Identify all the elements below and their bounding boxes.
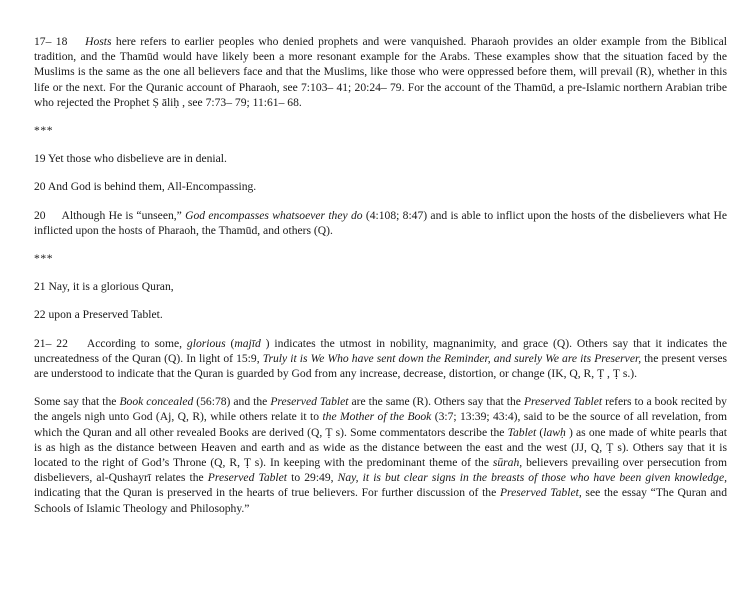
italic-run: Nay, it is but clear signs in the breasts of those who have been given knowledge, <box>337 471 728 485</box>
italic-run: Preserved Tablet <box>523 395 603 409</box>
verse-21 <box>34 279 727 294</box>
italic-run: Hosts <box>85 35 112 48</box>
italic-run: Tablet <box>507 425 537 439</box>
text-run: see the essay “The Quran and Schools of Islamic Theology and Philosophy.” <box>34 486 727 515</box>
text-run: the present verses are understood to indicate that the Quran is guarded by God from any increase, decrease, distortion, or change (IK, Q, R, Ṭ , Ṭ s.). <box>34 351 727 381</box>
italic-run: Preserved Tablet <box>270 395 349 409</box>
italic-run: glorious <box>186 336 226 350</box>
text-run: 20 And God is behind them, All-Encompassing. <box>34 180 257 194</box>
verse-number: 20 <box>34 208 46 222</box>
text-run: ) indicates the utmost in nobility, magnanimity, and grace (Q). Others say that it indicates the uncreatedness of the Quran (Q). In light of 15:9, <box>34 336 727 365</box>
separator-1: *** <box>34 124 54 138</box>
italic-run: majīd <box>234 336 261 350</box>
commentary-21-22 <box>34 336 727 382</box>
text-run: (4:108; 8:47) and is able to inflict upon the hosts of the disbelievers what He inflicted upon the hosts of Pharaoh, the Thamūd, and others (Q). <box>34 208 727 237</box>
text-run: (56:78) and the <box>193 395 271 409</box>
number-gap <box>67 35 85 48</box>
text-run: to 29:49, <box>287 471 338 485</box>
commentary-20 <box>34 208 727 238</box>
text-run: ) as one made of white pearls that is as high as the distance between Heaven and earth and as wide as the distance between the east and the west (JJ, Q, Ṭ s). Others say that it is located to the right of God’s Throne (Q, R, Ṭ s). In keeping with the predominant theme of the <box>34 425 727 470</box>
verse-number: 17– 18 <box>34 35 68 48</box>
text-run: Although He is “unseen,” <box>61 208 186 222</box>
text-run: refers to a book recited by the angels nigh unto God (Aj, Q, R), while others relate it to <box>34 395 727 424</box>
italic-run: the Mother of the Book <box>322 410 432 424</box>
verse-number: 21– 22 <box>34 336 68 350</box>
text-run: here refers to earlier peoples who denied prophets and were vanquished. Pharaoh provides an older example from the Biblical tradition, and the Thamūd would have likely been a more resonant example for the Arabs. These examples show that the situation faced by the Muslims is the same as the one all believers face and that the Muslims, like those who were oppressed before them, will prevail (R), whether in this life or the next. For the Quranic account of Pharaoh, see 7:103– 41; 20:24– 79. For the account of the Thamūd, a pre-Islamic northern Arabian tribe who rejected the Prophet Ṣ āliḥ , see 7:73– 79; 11:61– 68. <box>34 35 727 109</box>
text-run: ( <box>225 336 235 350</box>
text-run: indicating that the Quran is preserved in the hearts of true believers. For further discussion of the <box>34 486 500 500</box>
commentary-17-18 <box>34 34 727 110</box>
text-run: According to some, <box>86 336 187 350</box>
number-gap <box>68 337 87 350</box>
italic-run: Preserved Tablet <box>207 471 288 485</box>
italic-run: sūrah, <box>492 456 523 470</box>
text-run: believers prevailing over persecution from disbelievers, al-Qushayrī relates the <box>34 456 728 485</box>
italic-run: lawḥ <box>543 425 566 439</box>
verse-19 <box>34 151 727 166</box>
text-run: ( <box>536 425 544 439</box>
separator-2: *** <box>34 252 54 266</box>
number-gap <box>46 209 62 222</box>
commentary-preserved-tablet <box>34 394 727 516</box>
text-run: 19 Yet those who disbelieve are in denial. <box>34 152 227 166</box>
text-run: Some say that the <box>34 395 120 409</box>
verse-22 <box>34 307 727 322</box>
text-run: (3:7; 13:39; 43:4), said to be the source of all revelation, from which the Quran and all other revealed Books are derived (Q, Ṭ s). Some commentators describe the <box>34 410 727 439</box>
italic-run: Truly it is We Who have sent down the Reminder, and surely We are its Preserver, <box>262 351 642 365</box>
italic-run: Preserved Tablet, <box>499 486 582 500</box>
italic-run: Book concealed <box>119 395 194 409</box>
text-run: are the same (R). Others say that the <box>348 395 524 409</box>
text-run: 22 upon a Preserved Tablet. <box>34 308 163 322</box>
verse-20 <box>34 179 727 194</box>
text-run: 21 Nay, it is a glorious Quran, <box>34 280 174 294</box>
italic-run: God encompasses whatsoever they do <box>185 208 363 222</box>
